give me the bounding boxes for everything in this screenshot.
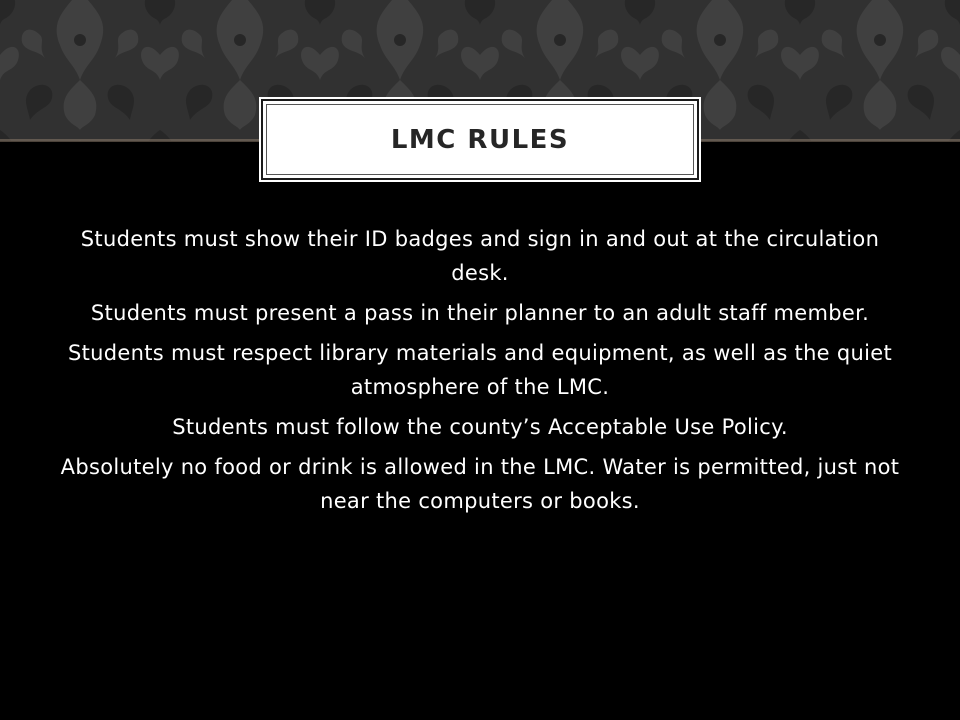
title-box bbox=[261, 99, 699, 180]
rule-text: Students must respect library materials and equipment, as well as the quiet atmosphere of the LMC. bbox=[68, 341, 892, 399]
rule-text: Students must show their ID badges and sign in and out at the circulation desk. bbox=[80, 227, 880, 285]
rule-text: Absolutely no food or drink is allowed in the LMC. Water is permitted, just not near the computers or books. bbox=[60, 455, 900, 513]
rule-text: Students must follow the county’s Acceptable Use Policy. bbox=[172, 415, 788, 439]
slide-title: LMC RULES bbox=[390, 124, 570, 155]
rules-text-block bbox=[50, 222, 910, 524]
rule-text: Students must present a pass in their planner to an adult staff member. bbox=[90, 301, 870, 325]
